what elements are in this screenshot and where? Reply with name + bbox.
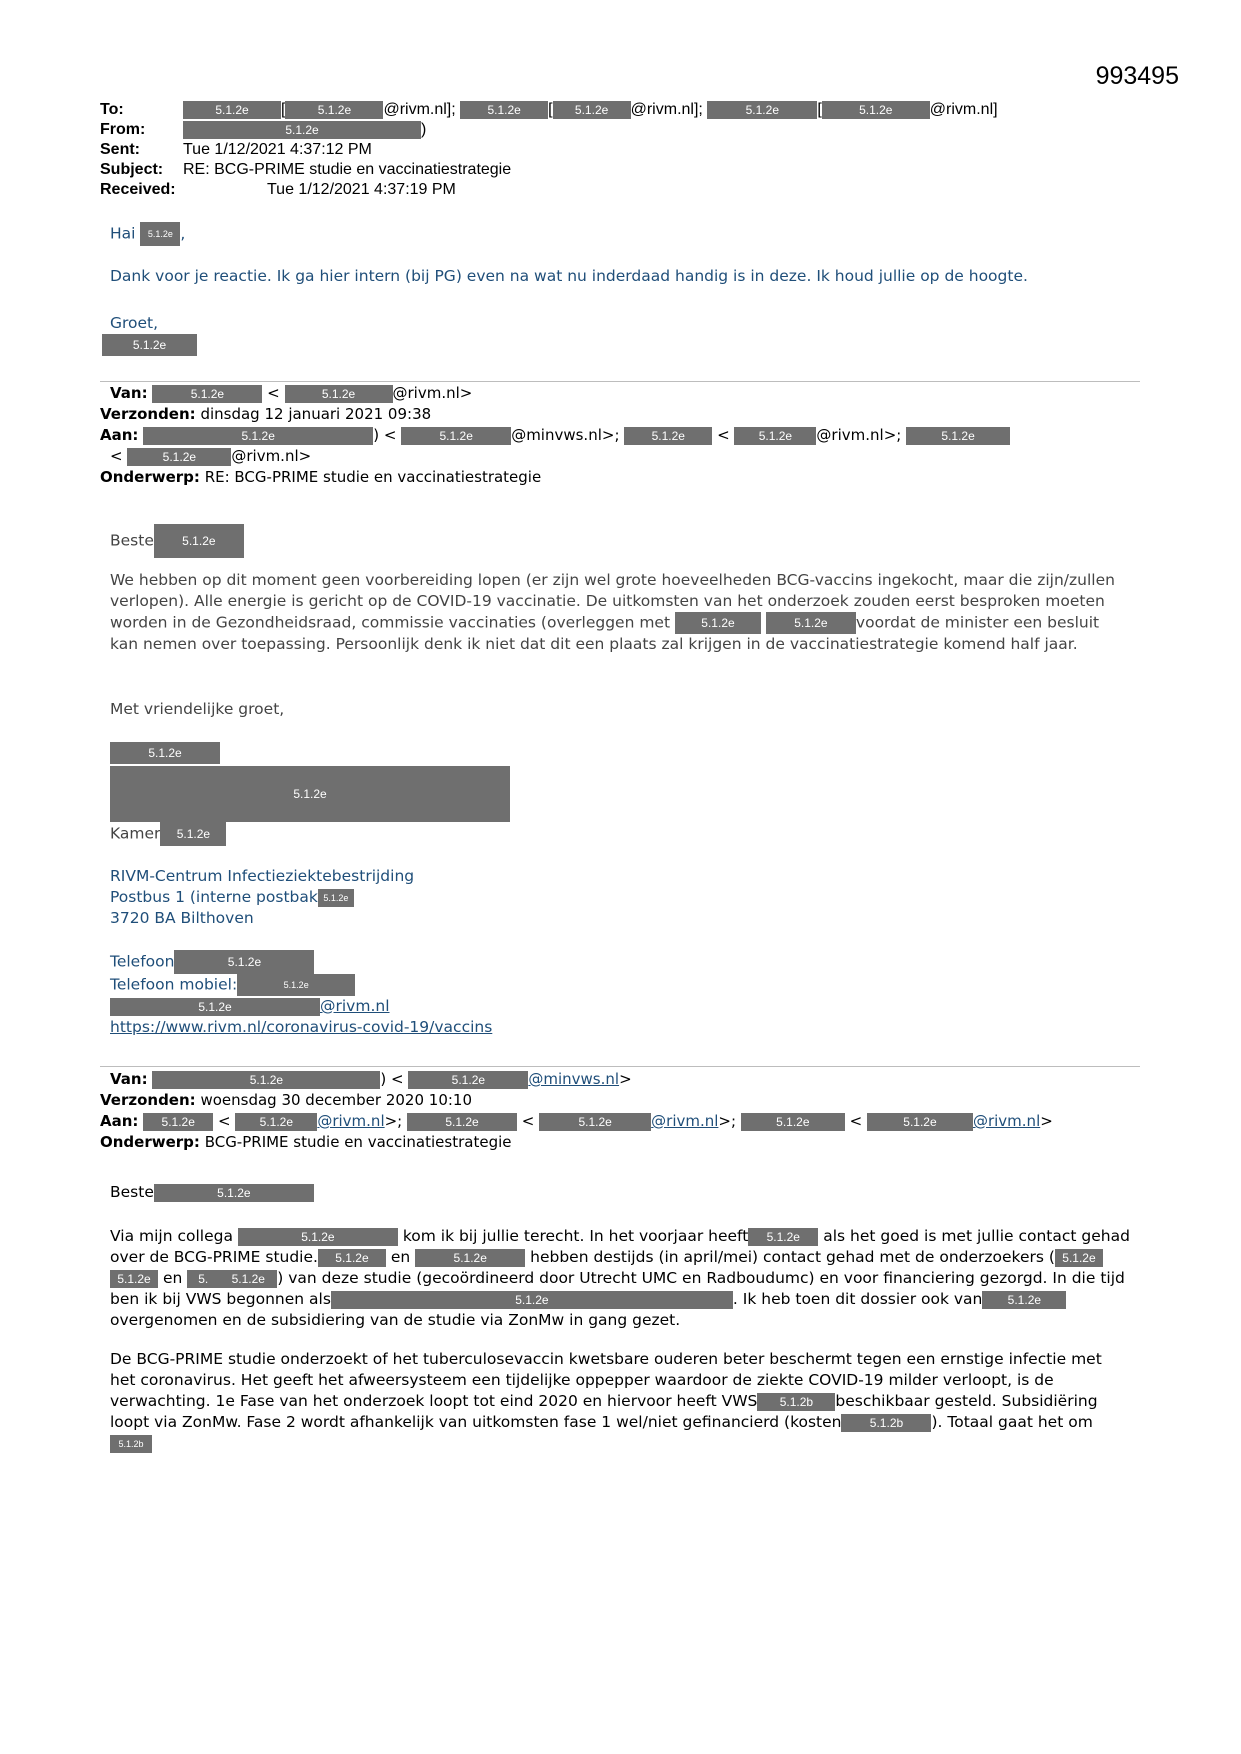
msg3-greeting: Beste 5.1.2e: [110, 1182, 1140, 1203]
redaction: 5.1.2e: [238, 1228, 398, 1246]
redaction: 5.1.2e: [331, 1291, 733, 1309]
msg2-closing: Met vriendelijke groet,: [110, 700, 285, 718]
separator: [100, 1066, 1140, 1067]
redaction: 5.1.2e: [318, 1249, 386, 1267]
redaction: 5.1.2e: [160, 822, 226, 846]
vaccins-url-link[interactable]: https://www.rivm.nl/coronavirus-covid-19/vaccins: [110, 1018, 493, 1036]
email-link[interactable]: @rivm.nl: [320, 997, 390, 1015]
redaction: 5.1.2e: [982, 1291, 1066, 1309]
redaction: 5.1.2e: [152, 1071, 380, 1089]
redaction: 5.1.2e: [822, 101, 930, 119]
redaction: 5.1.2e: [1055, 1249, 1103, 1267]
redaction: 5.1.2e: [154, 524, 244, 558]
sent-value: Tue 1/12/2021 4:37:12 PM: [183, 141, 372, 158]
redaction: 5.1.2e: [867, 1113, 973, 1131]
msg2-signature: 5.1.2e 5.1.2e Kamer 5.1.2e RIVM-Centrum Infectieziektebestrijding Postbus 1 (interne postbak 5.1.2e 3720 BA Bilthoven Telefoon 5.1.2e Telefoon mobiel: 5.1.2e 5.1.2e @rivm.nl https://www.rivm.nl/coronavirus-covid-19/vaccins: [110, 742, 1140, 1038]
redaction: 5.1.2e: [140, 222, 180, 246]
subject-value: RE: BCG-PRIME studie en vaccinatiestrategie: [183, 161, 512, 178]
redaction: 5.1.2e: [318, 889, 354, 907]
redaction: 5.1.2b: [110, 1435, 152, 1453]
reply-signature: [102, 334, 1132, 356]
sent-row: [100, 140, 1160, 160]
redaction: 5.1.2e: [110, 766, 510, 822]
email-header: [100, 100, 1160, 200]
redaction: 5.1.2e: [553, 101, 631, 119]
msg3-paragraph-1: Via mijn collega 5.1.2e kom ik bij jullie terecht. In het voorjaar heeft 5.1.2e als het goed is met jullie contact gehad over de BCG-PRIME studie. 5.1.2e en 5.1.2e hebben destijds (in april/mei) contact gehad met de onderzoekers ( 5.1.2e 5.1.2e en 5. 5.1.2e ) van deze studie (gecoördineerd door Utrecht UMC en Radboudumc) en voor financiering gezorgd. In die tijd ben ik bij VWS begonnen als 5.1.2e . Ik heb toen dit dossier ook van 5.1.2e overgenomen en de subsidiering van de studie via ZonMw in gang gezet.: [110, 1227, 1130, 1329]
redaction: 5.1.2e: [906, 427, 1010, 445]
to-label: To:: [100, 101, 124, 118]
redaction: 5.1.2e: [183, 101, 281, 119]
msg3-paragraph-2: De BCG-PRIME studie onderzoekt of het tuberculosevaccin kwetsbare ouderen beter beschermt tegen een ernstige infectie met het coronavirus. Het geeft het afweersysteem een tijdelijke oppepper waardoor de ziekte COVID-19 milder verloopt, is de verwachting. 1e Fase van het onderzoek loopt tot eind 2020 en hiervoor heeft VWS 5.1.2b beschikbaar gesteld. Subsidiëring loopt via ZonMw. Fase 2 wordt afhankelijk van uitkomsten fase 1 wel/niet gefinancierd (kosten 5.1.2b ). Totaal gaat het om5.1.2b: [110, 1349, 1130, 1454]
redaction: 5.1.2e: [235, 1113, 317, 1131]
received-value: Tue 1/12/2021 4:37:19 PM: [267, 181, 456, 198]
received-row: [100, 180, 1160, 200]
redaction: 5.1.2e: [110, 998, 320, 1016]
redaction: 5.1.2e: [219, 1270, 277, 1288]
msg2-header: Van: 5.1.2e < 5.1.2e @rivm.nl> Verzonden: dinsdag 12 januari 2021 09:38 Aan: 5.1.2e ) < 5.1.2e @minvws.nl>; 5.1.2e < 5.1.2e @rivm.nl>; 5.1.2e < 5.1.2e @rivm.nl> Onderwerp: RE: BCG-PRIME studie en vaccinatiestrategie: [100, 383, 1140, 488]
redaction: 5.1.2e: [539, 1113, 651, 1131]
redaction: 5.1.2e: [285, 385, 393, 403]
msg3-header: Van: 5.1.2e ) < 5.1.2e @minvws.nl> Verzonden: woensdag 30 december 2020 10:10 Aan: 5.1.2e < 5.1.2e @rivm.nl>; 5.1.2e < 5.1.2e @rivm.nl>; 5.1.2e < 5.1.2e @rivm.nl> Onderwerp: BCG-PRIME studie en vaccinatiestrategie: [100, 1070, 1053, 1151]
redaction: 5.1.2e: [734, 427, 816, 445]
redaction: 5.1.2e: [110, 1270, 158, 1288]
reply-body: Dank voor je reactie. Ik ga hier intern (bij PG) even na wat nu inderdaad handig is in deze. Ik houd jullie op de hoogte.: [110, 267, 1028, 285]
redaction: 5.1.2e: [675, 612, 761, 634]
reply-greeting: Hai 5.1.2e ,: [110, 222, 1140, 246]
redaction: 5.: [187, 1270, 219, 1288]
redaction: 5.1.2e: [285, 101, 383, 119]
redaction: 5.1.2e: [407, 1113, 517, 1131]
redaction: 5.1.2e: [143, 1113, 213, 1131]
document-number: 993495: [1095, 62, 1179, 90]
redaction: 5.1.2e: [707, 101, 817, 119]
received-label: Received:: [100, 181, 176, 198]
from-label: From:: [100, 121, 146, 138]
redaction: 5.1.2e: [766, 612, 856, 634]
redaction: 5.1.2e: [110, 742, 220, 764]
redaction: 5.1.2e: [154, 1184, 314, 1202]
redaction: 5.1.2e: [102, 334, 197, 356]
redaction: 5.1.2b: [757, 1393, 835, 1411]
subject-row: [100, 160, 1160, 180]
msg2-greeting: Beste 5.1.2e: [110, 524, 1140, 558]
redaction: 5.1.2e: [174, 950, 314, 974]
redaction: 5.1.2e: [460, 101, 548, 119]
redaction: 5.1.2e: [624, 427, 712, 445]
redaction: 5.1.2e: [127, 448, 231, 466]
redaction: 5.1.2e: [741, 1113, 845, 1131]
redaction: 5.1.2e: [401, 427, 511, 445]
redaction: 5.1.2e: [143, 427, 373, 445]
redaction: 5.1.2e: [415, 1249, 525, 1267]
sent-label: Sent:: [100, 141, 140, 158]
separator: [100, 381, 1140, 382]
redaction: 5.1.2e: [237, 974, 355, 996]
reply-closing: Groet,: [110, 314, 159, 332]
redaction: 5.1.2e: [408, 1071, 528, 1089]
msg2-body: We hebben op dit moment geen voorbereiding lopen (er zijn wel grote hoeveelheden BCG-vaccins ingekocht, maar die zijn/zullen verlopen). Alle energie is gericht op de COVID-19 vaccinatie. De uitkomsten van het onderzoek zouden eerst besproken moeten worden in de Gezondheidsraad, commissie vaccinaties (overleggen met 5.1.2e 5.1.2e voordat de minister een besluit kan nemen over toepassing. Persoonlijk denk ik niet dat dit een plaats zal krijgen in de vaccinatiestrategie komend half jaar.: [110, 571, 1115, 653]
from-row: From: 5.1.2e ): [100, 121, 427, 138]
redaction: 5.1.2b: [841, 1414, 931, 1432]
to-row: To: 5.1.2e [ 5.1.2e @rivm.nl]; 5.1.2e [ 5.1.2e @rivm.nl]; 5.1.2e [ 5.1.2e @rivm.nl]: [100, 101, 998, 118]
redaction: 5.1.2e: [152, 385, 262, 403]
redaction: 5.1.2e: [748, 1228, 818, 1246]
redaction: 5.1.2e: [183, 121, 421, 139]
subject-label: Subject:: [100, 161, 164, 178]
